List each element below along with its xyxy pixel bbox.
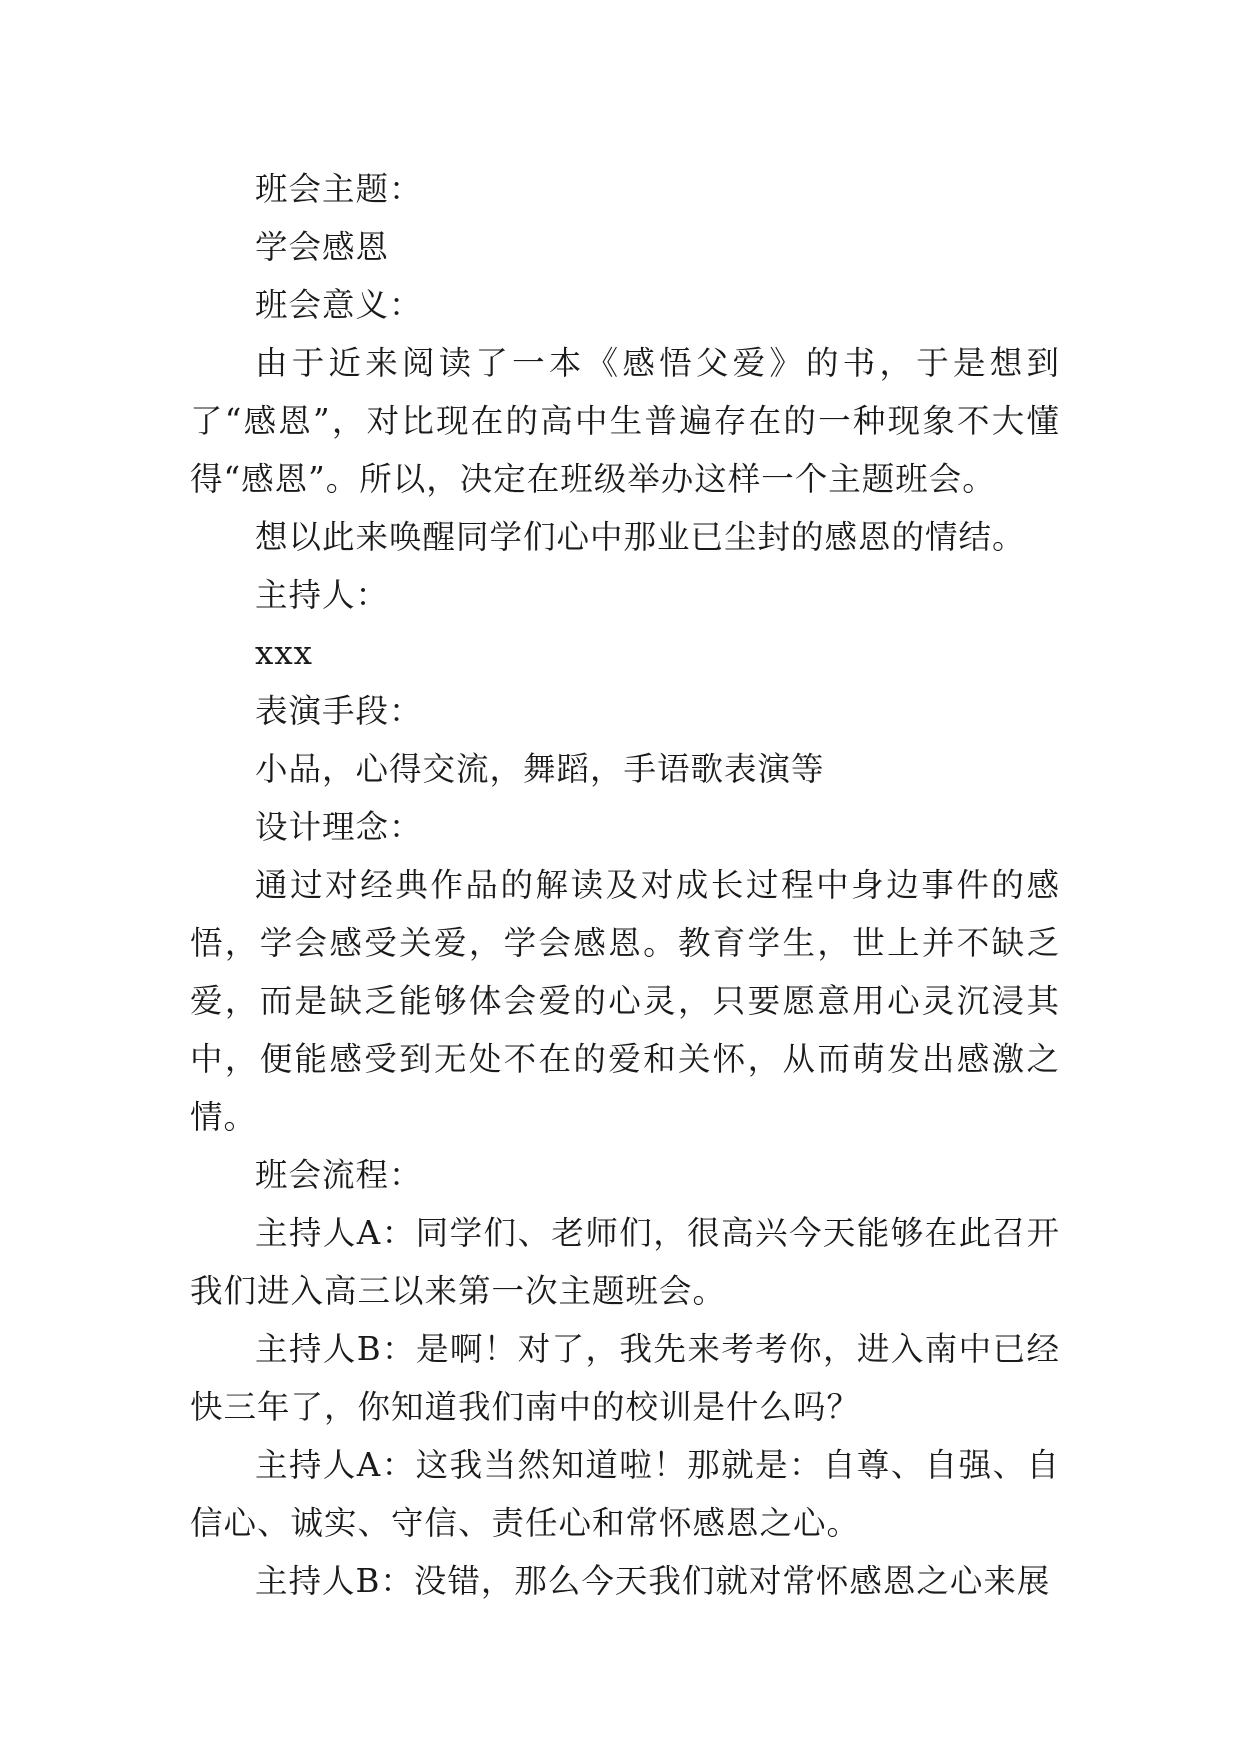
meaning-paragraph-continued: 想以此来唤醒同学们心中那业已尘封的感恩的情结。 — [255, 518, 1026, 556]
meaning-paragraph: 由于近来阅读了一本《感悟父爱》的书，于是想到了“感恩”，对比现在的高中生普遍存在的一种现象不大懂得“感恩”。所以，决定在班级举办这样一个主题班会。 — [190, 344, 1060, 498]
performance-value: 小品，心得交流，舞蹈，手语歌表演等 — [255, 750, 825, 788]
heading-host-label: 主持人： — [255, 576, 390, 614]
heading-theme-label: 班会主题： — [255, 170, 423, 208]
heading-performance-label: 表演手段： — [255, 692, 423, 730]
design-paragraph: 通过对经典作品的解读及对成长过程中身边事件的感悟，学会感受关爱，学会感恩。教育学生，世上并不缺乏爱，而是缺乏能够体会爱的心灵，只要愿意用心灵沉浸其中，便能感受到无处不在的爱和关怀，从而萌发出感激之情。 — [190, 866, 1060, 1136]
heading-design-label: 设计理念： — [255, 808, 423, 846]
dialogue-host-b-1: 主持人B：是啊！对了，我先来考考你，进入南中已经快三年了，你知道我们南中的校训是什么吗？ — [190, 1330, 1060, 1426]
dialogue-host-a-2: 主持人A：这我当然知道啦！那就是：自尊、自强、自信心、诚实、守信、责任心和常怀感恩之心。 — [190, 1446, 1060, 1542]
document-body — [190, 160, 1060, 1610]
host-value: xxx — [255, 634, 313, 672]
heading-flow-label: 班会流程： — [255, 1156, 423, 1194]
dialogue-host-a-1: 主持人A：同学们、老师们，很高兴今天能够在此召开我们进入高三以来第一次主题班会。 — [190, 1214, 1060, 1310]
theme-value: 学会感恩 — [255, 228, 390, 266]
dialogue-host-b-2: 主持人B：没错，那么今天我们就对常怀感恩之心来展 — [255, 1562, 1051, 1600]
heading-meaning-label: 班会意义： — [255, 286, 423, 324]
